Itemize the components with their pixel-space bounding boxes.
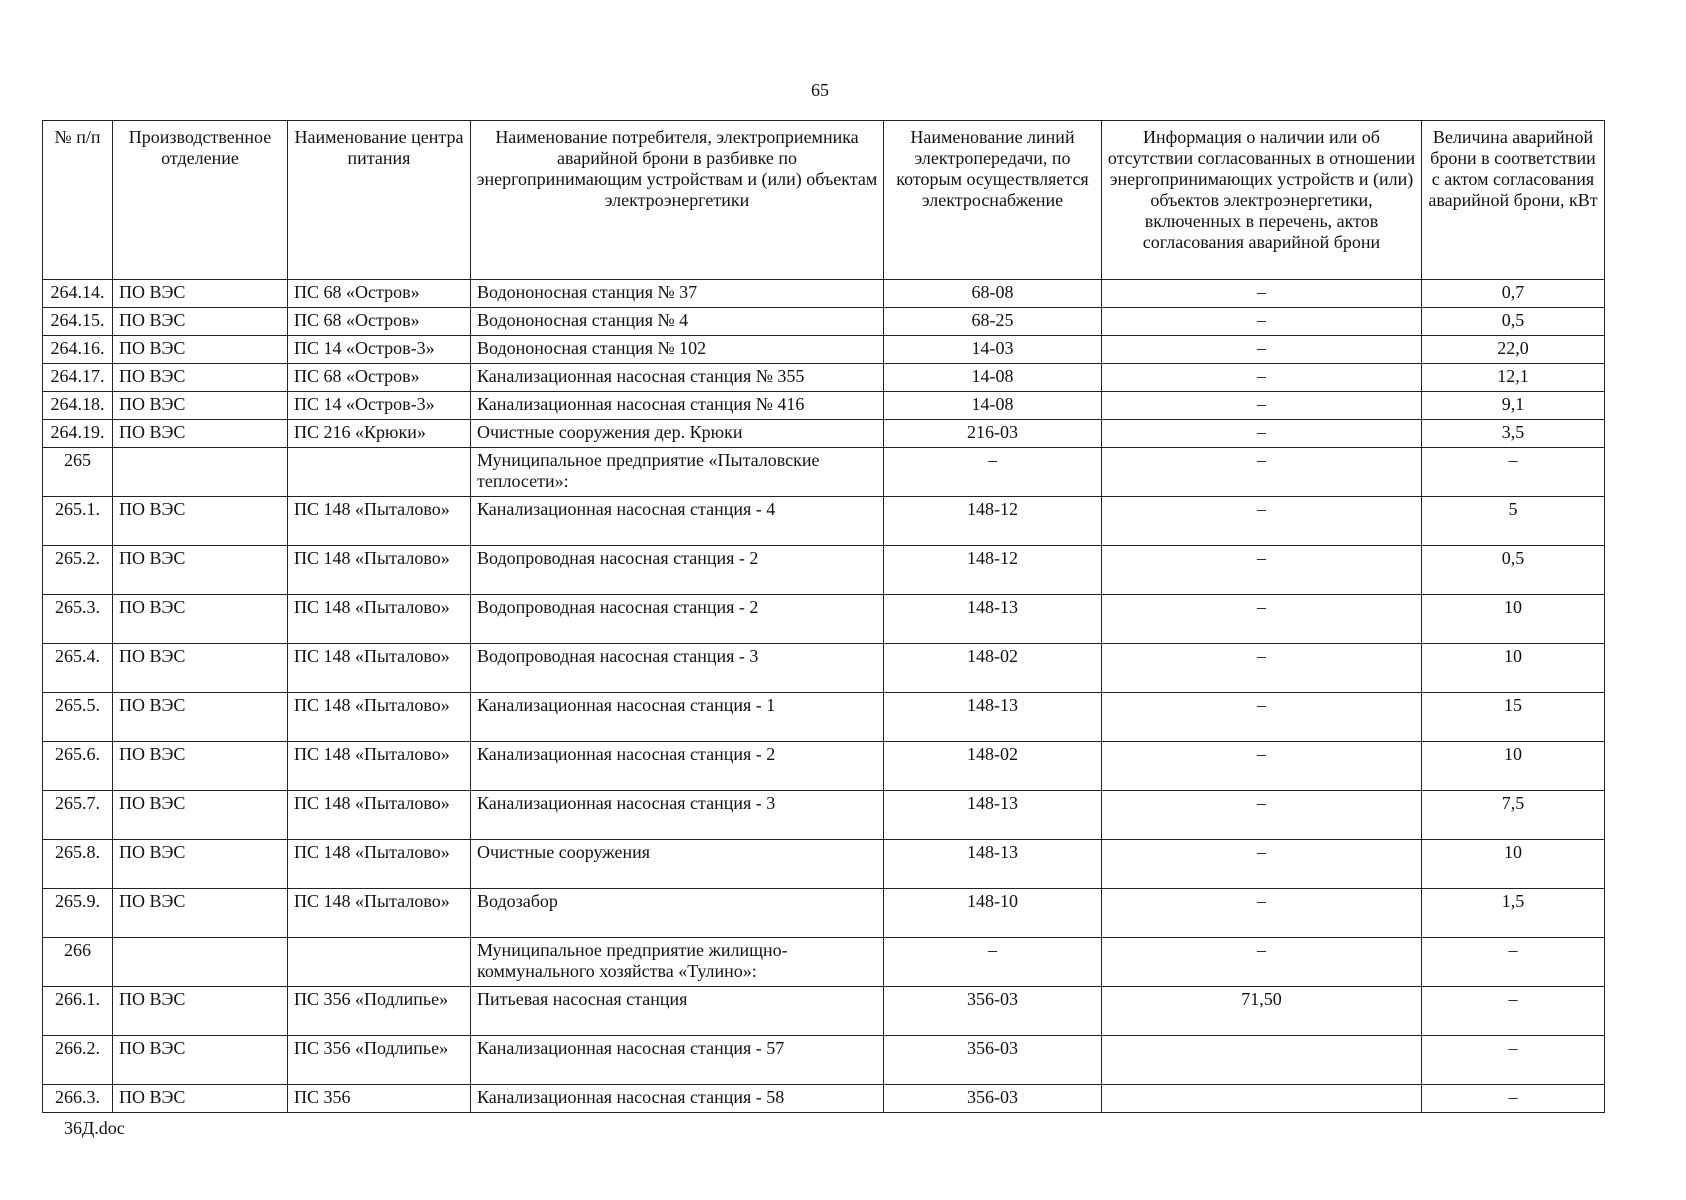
cell-line: 68-25 bbox=[884, 308, 1102, 336]
cell-info: – bbox=[1102, 693, 1422, 742]
cell-line: 68-08 bbox=[884, 280, 1102, 308]
cell-value: 0,5 bbox=[1422, 308, 1605, 336]
cell-info: – bbox=[1102, 420, 1422, 448]
cell-value: 1,5 bbox=[1422, 889, 1605, 938]
cell-line: 216-03 bbox=[884, 420, 1102, 448]
cell-line: 14-03 bbox=[884, 336, 1102, 364]
cell-department: ПО ВЭС bbox=[113, 742, 288, 791]
cell-value: – bbox=[1422, 1085, 1605, 1113]
cell-department: ПО ВЭС bbox=[113, 280, 288, 308]
cell-value: 10 bbox=[1422, 644, 1605, 693]
reserve-table-container bbox=[42, 120, 1604, 1113]
cell-info: – bbox=[1102, 280, 1422, 308]
cell-num: 265.7. bbox=[43, 791, 113, 840]
cell-power-center bbox=[288, 938, 471, 987]
cell-power-center: ПС 68 «Остров» bbox=[288, 308, 471, 336]
cell-consumer: Канализационная насосная станция - 2 bbox=[471, 742, 884, 791]
cell-department: ПО ВЭС bbox=[113, 336, 288, 364]
table-row bbox=[43, 280, 1605, 308]
cell-line: 148-12 bbox=[884, 497, 1102, 546]
cell-num: 265.9. bbox=[43, 889, 113, 938]
cell-value: 0,5 bbox=[1422, 546, 1605, 595]
cell-value: – bbox=[1422, 987, 1605, 1036]
cell-line: 356-03 bbox=[884, 987, 1102, 1036]
cell-info: – bbox=[1102, 448, 1422, 497]
cell-num: 266 bbox=[43, 938, 113, 987]
table-row bbox=[43, 497, 1605, 546]
table-body bbox=[43, 280, 1605, 1113]
cell-line: 148-02 bbox=[884, 742, 1102, 791]
cell-department: ПО ВЭС bbox=[113, 595, 288, 644]
header-consumer: Наименование потребителя, электроприемника аварийной брони в разбивке по энергопринимающим устройствам и (или) объектам электроэнергетики bbox=[471, 121, 884, 280]
cell-department: ПО ВЭС bbox=[113, 889, 288, 938]
table-row bbox=[43, 1085, 1605, 1113]
cell-info: – bbox=[1102, 392, 1422, 420]
table-row bbox=[43, 840, 1605, 889]
cell-line: 356-03 bbox=[884, 1085, 1102, 1113]
cell-power-center: ПС 68 «Остров» bbox=[288, 364, 471, 392]
cell-num: 265.5. bbox=[43, 693, 113, 742]
cell-info bbox=[1102, 1085, 1422, 1113]
cell-power-center: ПС 148 «Пыталово» bbox=[288, 546, 471, 595]
cell-consumer: Водозабор bbox=[471, 889, 884, 938]
cell-power-center: ПС 356 «Подлипье» bbox=[288, 987, 471, 1036]
cell-department: ПО ВЭС bbox=[113, 308, 288, 336]
cell-line: 148-13 bbox=[884, 595, 1102, 644]
cell-value: 15 bbox=[1422, 693, 1605, 742]
cell-num: 266.2. bbox=[43, 1036, 113, 1085]
table-row bbox=[43, 336, 1605, 364]
header-value: Величина аварийной брони в соответствии с актом согласования аварийной брони, кВт bbox=[1422, 121, 1605, 280]
cell-power-center: ПС 148 «Пыталово» bbox=[288, 840, 471, 889]
cell-value: 0,7 bbox=[1422, 280, 1605, 308]
emergency-reserve-table bbox=[42, 120, 1605, 1113]
cell-num: 265.8. bbox=[43, 840, 113, 889]
cell-power-center: ПС 148 «Пыталово» bbox=[288, 595, 471, 644]
cell-department: ПО ВЭС bbox=[113, 840, 288, 889]
cell-info bbox=[1102, 1036, 1422, 1085]
header-lines: Наименование линий электропередачи, по которым осуществляется электроснабжение bbox=[884, 121, 1102, 280]
table-row bbox=[43, 595, 1605, 644]
cell-line: 356-03 bbox=[884, 1036, 1102, 1085]
cell-num: 265 bbox=[43, 448, 113, 497]
cell-power-center: ПС 148 «Пыталово» bbox=[288, 693, 471, 742]
cell-info: – bbox=[1102, 840, 1422, 889]
cell-line: 148-10 bbox=[884, 889, 1102, 938]
cell-info: – bbox=[1102, 742, 1422, 791]
table-row bbox=[43, 693, 1605, 742]
cell-power-center: ПС 148 «Пыталово» bbox=[288, 644, 471, 693]
cell-num: 264.17. bbox=[43, 364, 113, 392]
cell-department: ПО ВЭС bbox=[113, 420, 288, 448]
cell-num: 264.18. bbox=[43, 392, 113, 420]
cell-power-center: ПС 356 bbox=[288, 1085, 471, 1113]
cell-department: ПО ВЭС bbox=[113, 693, 288, 742]
cell-num: 265.2. bbox=[43, 546, 113, 595]
cell-line: 148-13 bbox=[884, 693, 1102, 742]
page-number: 65 bbox=[811, 80, 829, 100]
cell-value: 10 bbox=[1422, 595, 1605, 644]
cell-info: – bbox=[1102, 938, 1422, 987]
cell-value: – bbox=[1422, 1036, 1605, 1085]
cell-value: 10 bbox=[1422, 742, 1605, 791]
header-info: Информация о наличии или об отсутствии согласованных в отношении энергопринимающих устройств и (или) объектов электроэнергетики, включенных в перечень, актов согласования аварийной брони bbox=[1102, 121, 1422, 280]
cell-info: – bbox=[1102, 497, 1422, 546]
cell-consumer: Питьевая насосная станция bbox=[471, 987, 884, 1036]
cell-power-center: ПС 148 «Пыталово» bbox=[288, 497, 471, 546]
cell-value: 9,1 bbox=[1422, 392, 1605, 420]
cell-power-center: ПС 148 «Пыталово» bbox=[288, 791, 471, 840]
cell-power-center: ПС 356 «Подлипье» bbox=[288, 1036, 471, 1085]
cell-num: 264.15. bbox=[43, 308, 113, 336]
cell-consumer: Муниципальное предприятие «Пыталовские теплосети»: bbox=[471, 448, 884, 497]
cell-consumer: Водононосная станция № 4 bbox=[471, 308, 884, 336]
cell-consumer: Очистные сооружения bbox=[471, 840, 884, 889]
cell-department bbox=[113, 448, 288, 497]
cell-power-center: ПС 68 «Остров» bbox=[288, 280, 471, 308]
cell-department: ПО ВЭС bbox=[113, 1036, 288, 1085]
cell-value: 10 bbox=[1422, 840, 1605, 889]
table-row bbox=[43, 546, 1605, 595]
cell-department bbox=[113, 938, 288, 987]
cell-consumer: Канализационная насосная станция № 355 bbox=[471, 364, 884, 392]
cell-num: 264.14. bbox=[43, 280, 113, 308]
cell-consumer: Водононосная станция № 37 bbox=[471, 280, 884, 308]
table-row bbox=[43, 364, 1605, 392]
cell-consumer: Водопроводная насосная станция - 2 bbox=[471, 546, 884, 595]
cell-department: ПО ВЭС bbox=[113, 987, 288, 1036]
table-row bbox=[43, 1036, 1605, 1085]
cell-info: – bbox=[1102, 889, 1422, 938]
cell-line: 148-13 bbox=[884, 840, 1102, 889]
table-row bbox=[43, 644, 1605, 693]
cell-info: 71,50 bbox=[1102, 987, 1422, 1036]
header-power-center: Наименование центра питания bbox=[288, 121, 471, 280]
cell-power-center bbox=[288, 448, 471, 497]
cell-consumer: Водопроводная насосная станция - 3 bbox=[471, 644, 884, 693]
cell-num: 265.3. bbox=[43, 595, 113, 644]
cell-department: ПО ВЭС bbox=[113, 546, 288, 595]
table-row bbox=[43, 448, 1605, 497]
cell-num: 266.3. bbox=[43, 1085, 113, 1113]
cell-consumer: Водононосная станция № 102 bbox=[471, 336, 884, 364]
cell-value: 7,5 bbox=[1422, 791, 1605, 840]
cell-value: – bbox=[1422, 938, 1605, 987]
cell-consumer: Канализационная насосная станция - 58 bbox=[471, 1085, 884, 1113]
cell-num: 265.4. bbox=[43, 644, 113, 693]
cell-consumer: Водопроводная насосная станция - 2 bbox=[471, 595, 884, 644]
cell-consumer: Канализационная насосная станция - 4 bbox=[471, 497, 884, 546]
cell-value: 22,0 bbox=[1422, 336, 1605, 364]
cell-value: – bbox=[1422, 448, 1605, 497]
cell-department: ПО ВЭС bbox=[113, 392, 288, 420]
cell-info: – bbox=[1102, 791, 1422, 840]
cell-line: – bbox=[884, 938, 1102, 987]
cell-line: 14-08 bbox=[884, 364, 1102, 392]
cell-power-center: ПС 148 «Пыталово» bbox=[288, 889, 471, 938]
cell-line: 148-12 bbox=[884, 546, 1102, 595]
header-department: Производственное отделение bbox=[113, 121, 288, 280]
cell-line: 14-08 bbox=[884, 392, 1102, 420]
table-row bbox=[43, 392, 1605, 420]
cell-line: – bbox=[884, 448, 1102, 497]
cell-value: 12,1 bbox=[1422, 364, 1605, 392]
table-row bbox=[43, 420, 1605, 448]
cell-consumer: Канализационная насосная станция - 1 bbox=[471, 693, 884, 742]
cell-consumer: Канализационная насосная станция - 3 bbox=[471, 791, 884, 840]
cell-value: 5 bbox=[1422, 497, 1605, 546]
table-row bbox=[43, 308, 1605, 336]
cell-num: 264.16. bbox=[43, 336, 113, 364]
cell-power-center: ПС 14 «Остров-3» bbox=[288, 336, 471, 364]
cell-value: 3,5 bbox=[1422, 420, 1605, 448]
cell-department: ПО ВЭС bbox=[113, 791, 288, 840]
cell-num: 265.1. bbox=[43, 497, 113, 546]
cell-line: 148-13 bbox=[884, 791, 1102, 840]
cell-power-center: ПС 14 «Остров-3» bbox=[288, 392, 471, 420]
cell-consumer: Очистные сооружения дер. Крюки bbox=[471, 420, 884, 448]
cell-department: ПО ВЭС bbox=[113, 644, 288, 693]
cell-info: – bbox=[1102, 546, 1422, 595]
header-num: № п/п bbox=[43, 121, 113, 280]
table-row bbox=[43, 742, 1605, 791]
cell-info: – bbox=[1102, 644, 1422, 693]
table-row bbox=[43, 889, 1605, 938]
cell-department: ПО ВЭС bbox=[113, 497, 288, 546]
table-row bbox=[43, 987, 1605, 1036]
cell-consumer: Муниципальное предприятие жилищно-коммунального хозяйства «Тулино»: bbox=[471, 938, 884, 987]
cell-department: ПО ВЭС bbox=[113, 364, 288, 392]
table-row bbox=[43, 791, 1605, 840]
cell-department: ПО ВЭС bbox=[113, 1085, 288, 1113]
footer-filename: 36Д.doc bbox=[64, 1118, 125, 1138]
cell-num: 264.19. bbox=[43, 420, 113, 448]
cell-power-center: ПС 148 «Пыталово» bbox=[288, 742, 471, 791]
cell-num: 266.1. bbox=[43, 987, 113, 1036]
cell-info: – bbox=[1102, 364, 1422, 392]
cell-line: 148-02 bbox=[884, 644, 1102, 693]
cell-info: – bbox=[1102, 595, 1422, 644]
cell-info: – bbox=[1102, 336, 1422, 364]
table-row bbox=[43, 938, 1605, 987]
cell-consumer: Канализационная насосная станция № 416 bbox=[471, 392, 884, 420]
table-header-row bbox=[43, 121, 1605, 280]
cell-num: 265.6. bbox=[43, 742, 113, 791]
cell-info: – bbox=[1102, 308, 1422, 336]
cell-power-center: ПС 216 «Крюки» bbox=[288, 420, 471, 448]
cell-consumer: Канализационная насосная станция - 57 bbox=[471, 1036, 884, 1085]
